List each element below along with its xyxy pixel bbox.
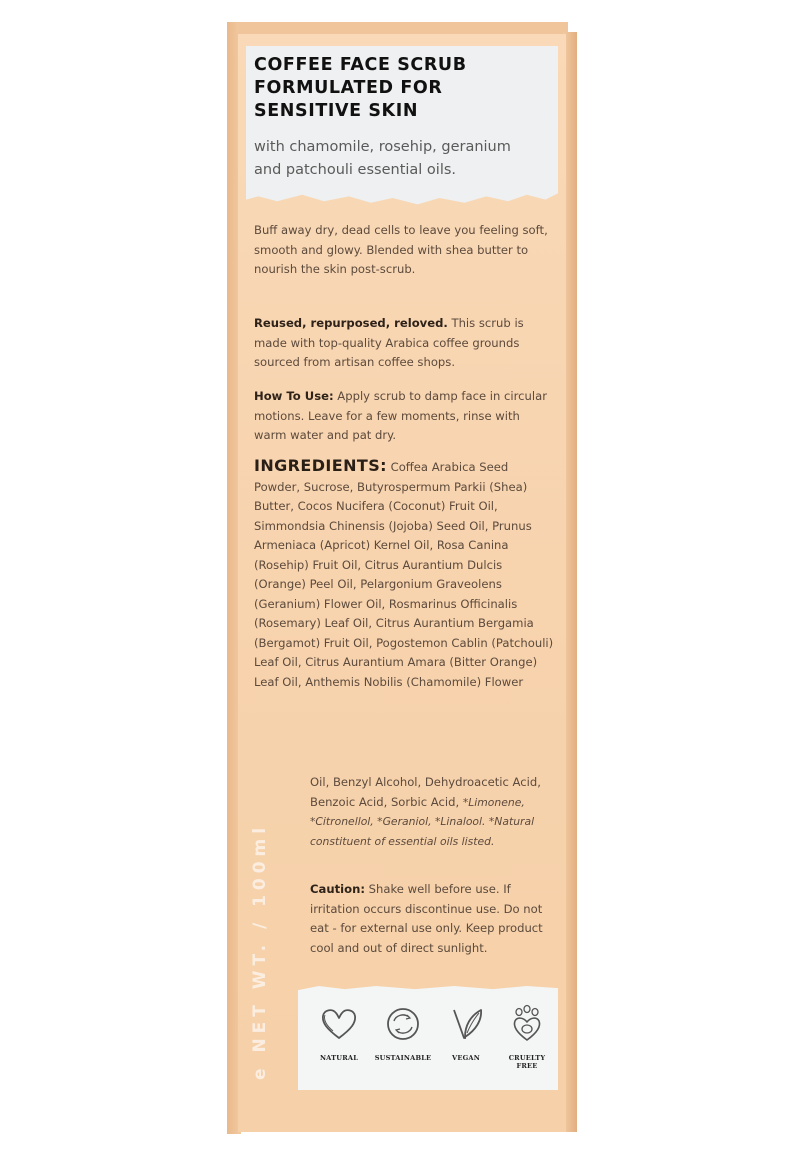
- intro-paragraph: Buff away dry, dead cells to leave you feeling soft, smooth and glowy. Blended with shea butter to nourish the skin post-scrub.: [254, 223, 548, 276]
- reused-text: This scrub is made with top-quality Arabica coffee grounds sourced from artisan coffee shops.: [254, 316, 524, 369]
- product-subtitle: with chamomile, rosehip, geranium and patchouli essential oils.: [254, 139, 511, 178]
- how-to-use-heading: How To Use:: [254, 389, 334, 403]
- ingredients-paragraph: [254, 456, 554, 692]
- badge-vegan-label: VEGAN: [452, 1054, 480, 1062]
- ingredients-continued-text: Oil, Benzyl Alcohol, Dehydroacetic Acid, Benzoic Acid, Sorbic Acid,: [310, 775, 541, 809]
- allergens-note: *Limonene, *Citronellol, *Geraniol, *Linalool. *Natural constituent of essential oils listed.: [310, 795, 535, 848]
- badge-cruelty-free-label: CRUELTY FREE: [508, 1054, 546, 1070]
- ingredients-list: Coffea Arabica Seed Powder, Sucrose, Butyrospermum Parkii (Shea) Butter, Cocos Nucifera (Coconut) Fruit Oil, Simmondsia Chinensis (Jojoba) Seed Oil, Prunus Armeniaca (Apricot) Kernel Oil, Rosa Canina (Rosehip) Fruit Oil, Citrus Aurantium Dulcis (Orange) Peel Oil, Pelargonium Graveolens (Geranium) Flower Oil, Rosmarinus Officinalis (Rosemary) Leaf Oil, Citrus Aurantium Bergamia (Bergamot) Fruit Oil, Pogostemon Cablin (Patchouli) Leaf Oil, Citrus Aurantium Amara (Bitter Orange) Leaf Oil, Anthemis Nobilis (Chamomile) Flower: [254, 460, 554, 689]
- how-to-use-paragraph: [254, 387, 554, 446]
- heart-icon: [319, 1004, 359, 1044]
- badge-cruelty-free: [494, 1004, 560, 1070]
- recycle-circle-icon: [383, 1004, 423, 1044]
- badge-sustainable-label: SUSTAINABLE: [374, 1054, 432, 1062]
- product-title: COFFEE FACE SCRUB FORMULATED FOR SENSITIVE SKIN: [254, 55, 467, 121]
- reused-paragraph: [254, 314, 554, 373]
- caution-paragraph: [310, 880, 556, 958]
- badge-natural-label: NATURAL: [319, 1054, 359, 1062]
- leaf-icon: [446, 1004, 486, 1044]
- ingredients-continued: [310, 773, 556, 851]
- caution-text: Shake well before use. If irritation occurs discontinue use. Do not eat - for external use only. Keep product cool and out of direct sunlight.: [310, 882, 543, 955]
- ingredients-heading: INGREDIENTS:: [254, 456, 387, 475]
- paw-heart-icon: [507, 1004, 547, 1044]
- badge-vegan: [433, 1004, 499, 1062]
- caution-heading: Caution:: [310, 882, 365, 896]
- net-weight-label: e NET WT. / 100ml: [250, 822, 270, 1080]
- reused-heading: Reused, repurposed, reloved.: [254, 316, 448, 330]
- how-to-use-text: Apply scrub to damp face in circular motions. Leave for a few moments, rinse with warm water and pat dry.: [254, 389, 547, 442]
- badge-natural: [306, 1004, 372, 1062]
- badge-sustainable: [370, 1004, 436, 1062]
